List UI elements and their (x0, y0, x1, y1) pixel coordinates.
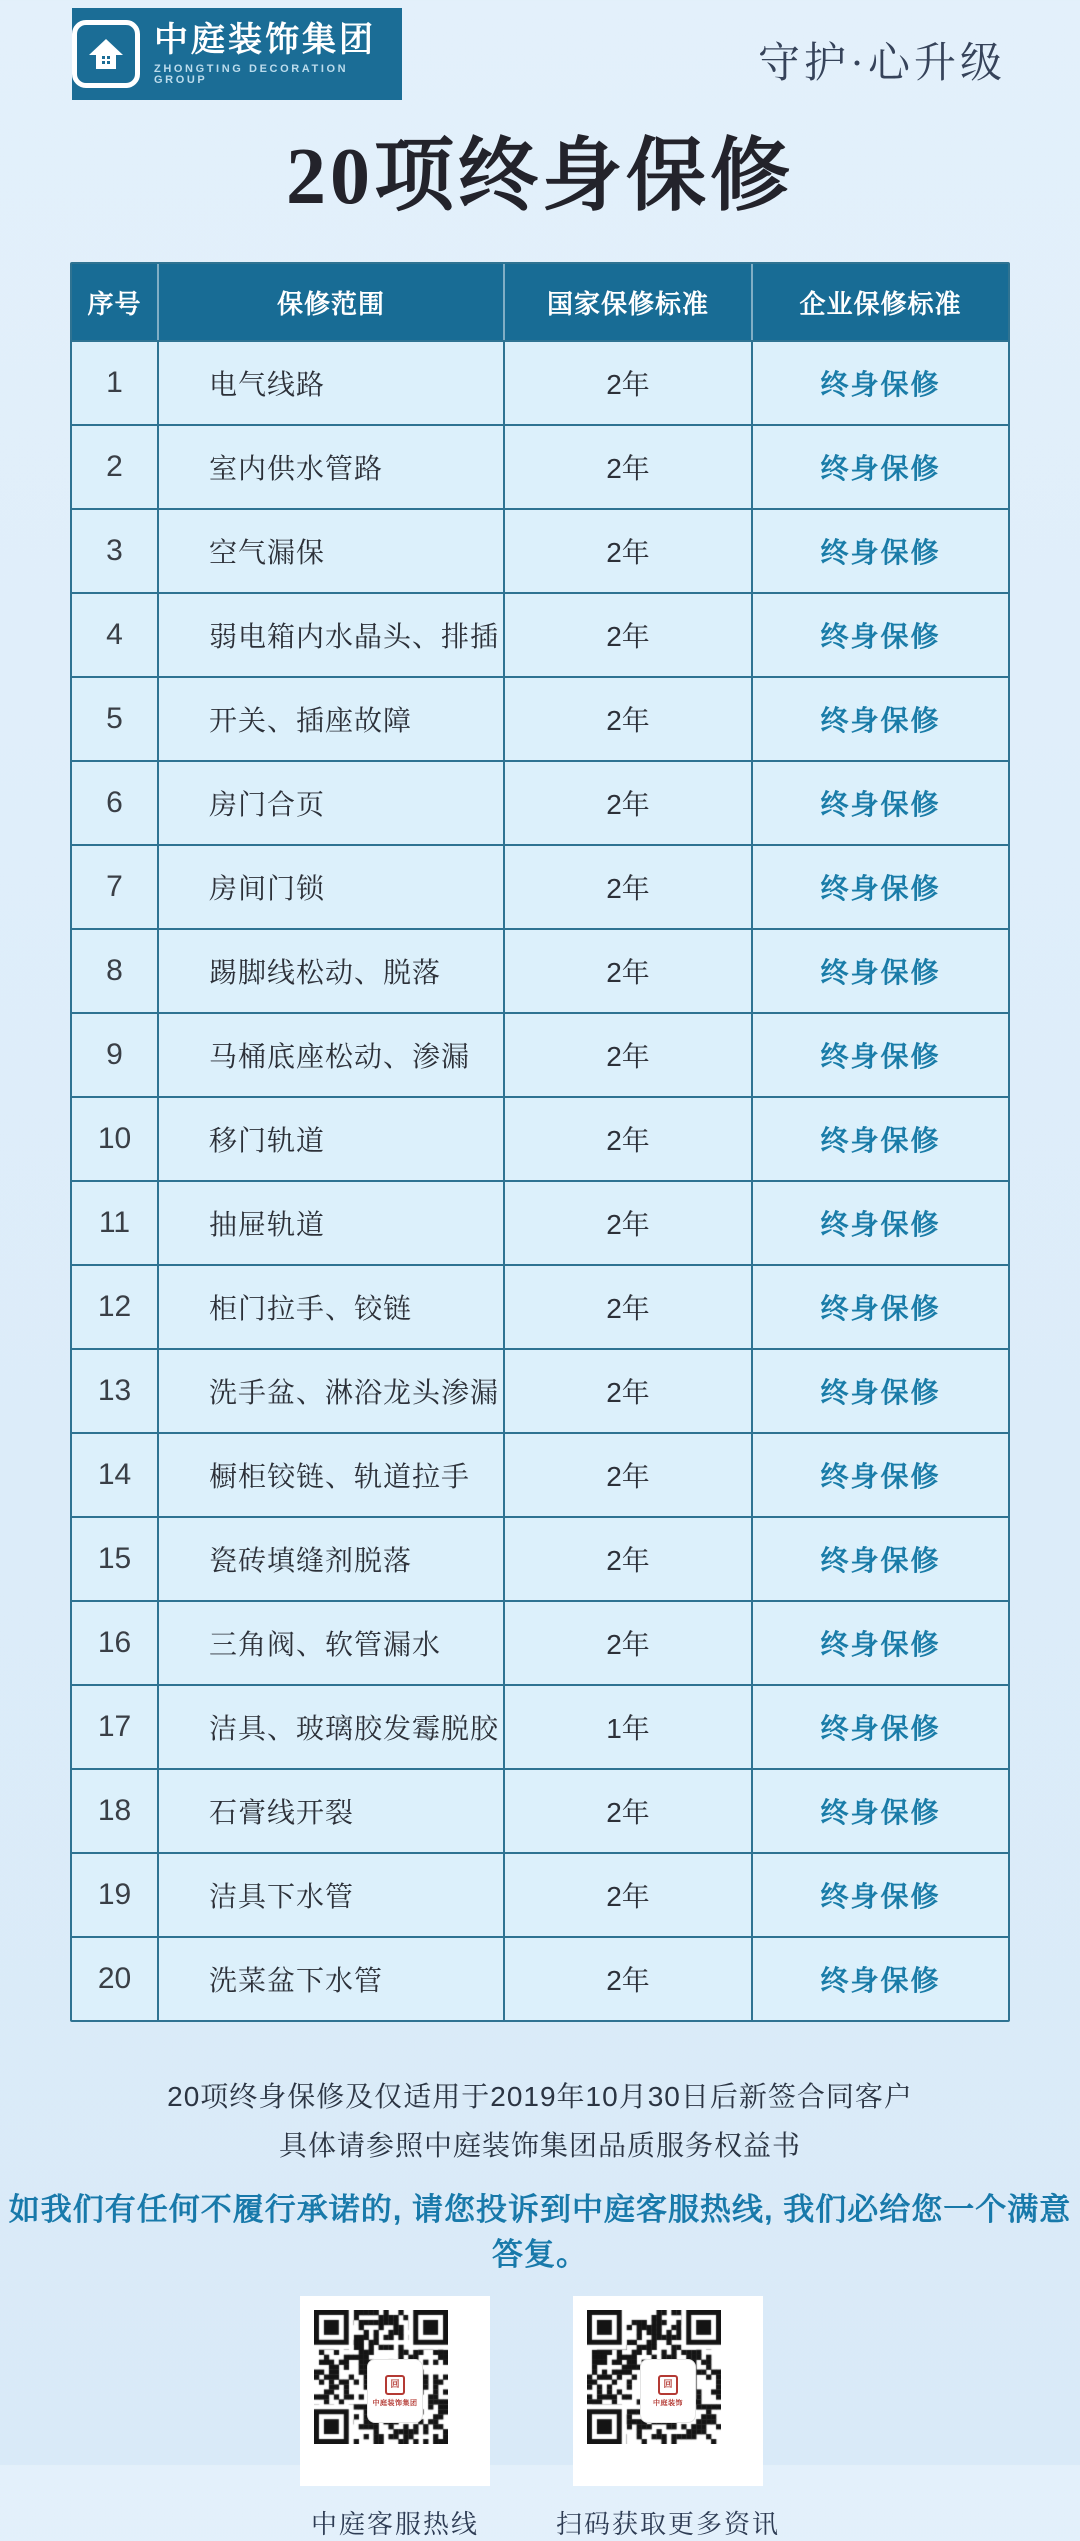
row-national-term: 2年 (503, 678, 751, 760)
table-row (72, 592, 1008, 676)
table-row (72, 1096, 1008, 1180)
row-national-term: 2年 (503, 1182, 751, 1264)
footnote-line2: 具体请参照中庭装饰集团品质服务权益书 (278, 2130, 801, 2162)
row-enterprise-term: 终身保修 (751, 1182, 1008, 1264)
row-number: 2 (106, 450, 123, 484)
row-enterprise-term: 终身保修 (751, 762, 1008, 844)
row-number: 18 (97, 1794, 132, 1828)
warranty-table (70, 262, 1010, 2022)
table-row (72, 1852, 1008, 1936)
row-scope: 橱柜铰链、轨道拉手 (157, 1434, 503, 1516)
qr-center-logo: 回 中庭装饰 (640, 2359, 696, 2423)
table-row (72, 1600, 1008, 1684)
table-row (72, 760, 1008, 844)
row-number: 15 (97, 1542, 132, 1576)
row-national-term: 2年 (503, 426, 751, 508)
table-row (72, 844, 1008, 928)
qr-caption-info: 扫码获取更多资讯 (555, 2509, 780, 2540)
row-national-term: 2年 (503, 510, 751, 592)
row-number: 19 (97, 1878, 132, 1912)
row-enterprise-term: 终身保修 (751, 1434, 1008, 1516)
row-number: 12 (97, 1290, 132, 1324)
row-enterprise-term: 终身保修 (751, 1098, 1008, 1180)
top-bar (0, 0, 1080, 104)
row-enterprise-term: 终身保修 (751, 846, 1008, 928)
table-row (72, 340, 1008, 424)
brand-name-en: ZHONGTING DECORATION GROUP (154, 62, 349, 86)
row-scope: 踢脚线松动、脱落 (157, 930, 503, 1012)
row-scope: 房间门锁 (157, 846, 503, 928)
row-number: 14 (97, 1458, 132, 1492)
row-number: 3 (106, 534, 123, 568)
table-row (72, 928, 1008, 1012)
row-scope: 房门合页 (157, 762, 503, 844)
row-enterprise-term: 终身保修 (751, 678, 1008, 760)
row-national-term: 2年 (503, 1266, 751, 1348)
qr-mini-logo-icon: 回 (658, 2375, 678, 2395)
table-row (72, 1432, 1008, 1516)
table-row (72, 1684, 1008, 1768)
table-row (72, 1264, 1008, 1348)
row-number: 6 (106, 786, 123, 820)
row-national-term: 2年 (503, 1518, 751, 1600)
row-scope: 洁具、玻璃胶发霉脱胶 (157, 1686, 503, 1768)
table-row (72, 508, 1008, 592)
table-row (72, 676, 1008, 760)
qr-code-info (573, 2296, 763, 2486)
house-logo-icon (72, 20, 140, 88)
table-row (72, 1516, 1008, 1600)
header-no: 序号 (87, 288, 142, 319)
qr-item-hotline (300, 2296, 490, 2541)
row-national-term: 2年 (503, 594, 751, 676)
row-enterprise-term: 终身保修 (751, 1938, 1008, 2020)
row-enterprise-term: 终身保修 (751, 1770, 1008, 1852)
row-national-term: 2年 (503, 1014, 751, 1096)
brand-logo (72, 8, 402, 100)
row-enterprise-term: 终身保修 (751, 1350, 1008, 1432)
row-number: 11 (98, 1206, 131, 1240)
warranty-table-body (72, 340, 1008, 2020)
row-number: 17 (97, 1710, 132, 1744)
table-row (72, 1348, 1008, 1432)
row-scope: 开关、插座故障 (157, 678, 503, 760)
qr-mini-logo-icon: 回 (385, 2375, 405, 2395)
footnotes (0, 2072, 1080, 2170)
row-enterprise-term: 终身保修 (751, 1602, 1008, 1684)
row-scope: 洁具下水管 (157, 1854, 503, 1936)
row-national-term: 1年 (503, 1686, 751, 1768)
row-number: 4 (106, 618, 123, 652)
row-number: 1 (106, 366, 123, 400)
row-number: 20 (97, 1962, 132, 1996)
table-row (72, 1012, 1008, 1096)
qr-section (0, 2296, 1080, 2541)
row-national-term: 2年 (503, 1854, 751, 1936)
row-national-term: 2年 (503, 1098, 751, 1180)
row-enterprise-term: 终身保修 (751, 1686, 1008, 1768)
row-enterprise-term: 终身保修 (751, 1518, 1008, 1600)
row-enterprise-term: 终身保修 (751, 1014, 1008, 1096)
row-national-term: 2年 (503, 1602, 751, 1684)
row-national-term: 2年 (503, 1434, 751, 1516)
row-enterprise-term: 终身保修 (751, 426, 1008, 508)
row-number: 10 (97, 1122, 132, 1156)
row-scope: 抽屉轨道 (157, 1182, 503, 1264)
row-scope: 空气漏保 (157, 510, 503, 592)
row-enterprise-term: 终身保修 (751, 342, 1008, 424)
row-scope: 马桶底座松动、渗漏 (157, 1014, 503, 1096)
footnote-line1: 20项终身保修及仅适用于2019年10月30日后新签合同客户 (167, 2081, 913, 2113)
row-number: 5 (106, 702, 123, 736)
row-number: 13 (97, 1374, 132, 1408)
row-enterprise-term: 终身保修 (751, 1266, 1008, 1348)
header-national: 国家保修标准 (503, 264, 751, 340)
row-scope: 弱电箱内水晶头、排插 (157, 594, 503, 676)
row-scope: 三角阀、软管漏水 (157, 1602, 503, 1684)
row-scope: 电气线路 (157, 342, 503, 424)
qr-item-info (556, 2296, 780, 2541)
row-national-term: 2年 (503, 1938, 751, 2020)
header-scope: 保修范围 (157, 264, 503, 340)
row-scope: 洗菜盆下水管 (157, 1938, 503, 2020)
row-scope: 室内供水管路 (157, 426, 503, 508)
row-national-term: 2年 (503, 930, 751, 1012)
row-number: 8 (106, 954, 123, 988)
row-enterprise-term: 终身保修 (751, 930, 1008, 1012)
row-scope: 移门轨道 (157, 1098, 503, 1180)
row-enterprise-term: 终身保修 (751, 1854, 1008, 1936)
service-promise: 如我们有任何不履行承诺的, 请您投诉到中庭客服热线, 我们必给您一个满意答复。 (8, 2192, 1072, 2273)
row-national-term: 2年 (503, 342, 751, 424)
page-title: 20项终身保修 (286, 133, 794, 221)
row-national-term: 2年 (503, 1350, 751, 1432)
row-national-term: 2年 (503, 762, 751, 844)
row-number: 7 (106, 870, 123, 904)
row-national-term: 2年 (503, 846, 751, 928)
brand-name-cn: 中庭装饰集团 (154, 20, 376, 59)
table-row (72, 424, 1008, 508)
row-enterprise-term: 终身保修 (751, 510, 1008, 592)
row-number: 16 (97, 1626, 132, 1660)
table-row (72, 1768, 1008, 1852)
table-header-row (72, 264, 1008, 340)
header-enterprise: 企业保修标准 (751, 264, 1008, 340)
row-scope: 洗手盆、淋浴龙头渗漏 (157, 1350, 503, 1432)
row-enterprise-term: 终身保修 (751, 594, 1008, 676)
qr-caption-hotline: 中庭客服热线 (310, 2509, 479, 2540)
row-scope: 柜门拉手、铰链 (157, 1266, 503, 1348)
brand-tagline: 守护·心升级 (758, 41, 1006, 87)
table-row (72, 1936, 1008, 2020)
row-national-term: 2年 (503, 1770, 751, 1852)
table-row (72, 1180, 1008, 1264)
row-scope: 石膏线开裂 (157, 1770, 503, 1852)
qr-center-logo: 回 中庭装饰集团 (367, 2359, 423, 2423)
qr-code-hotline (300, 2296, 490, 2486)
row-number: 9 (106, 1038, 123, 1072)
row-scope: 瓷砖填缝剂脱落 (157, 1518, 503, 1600)
